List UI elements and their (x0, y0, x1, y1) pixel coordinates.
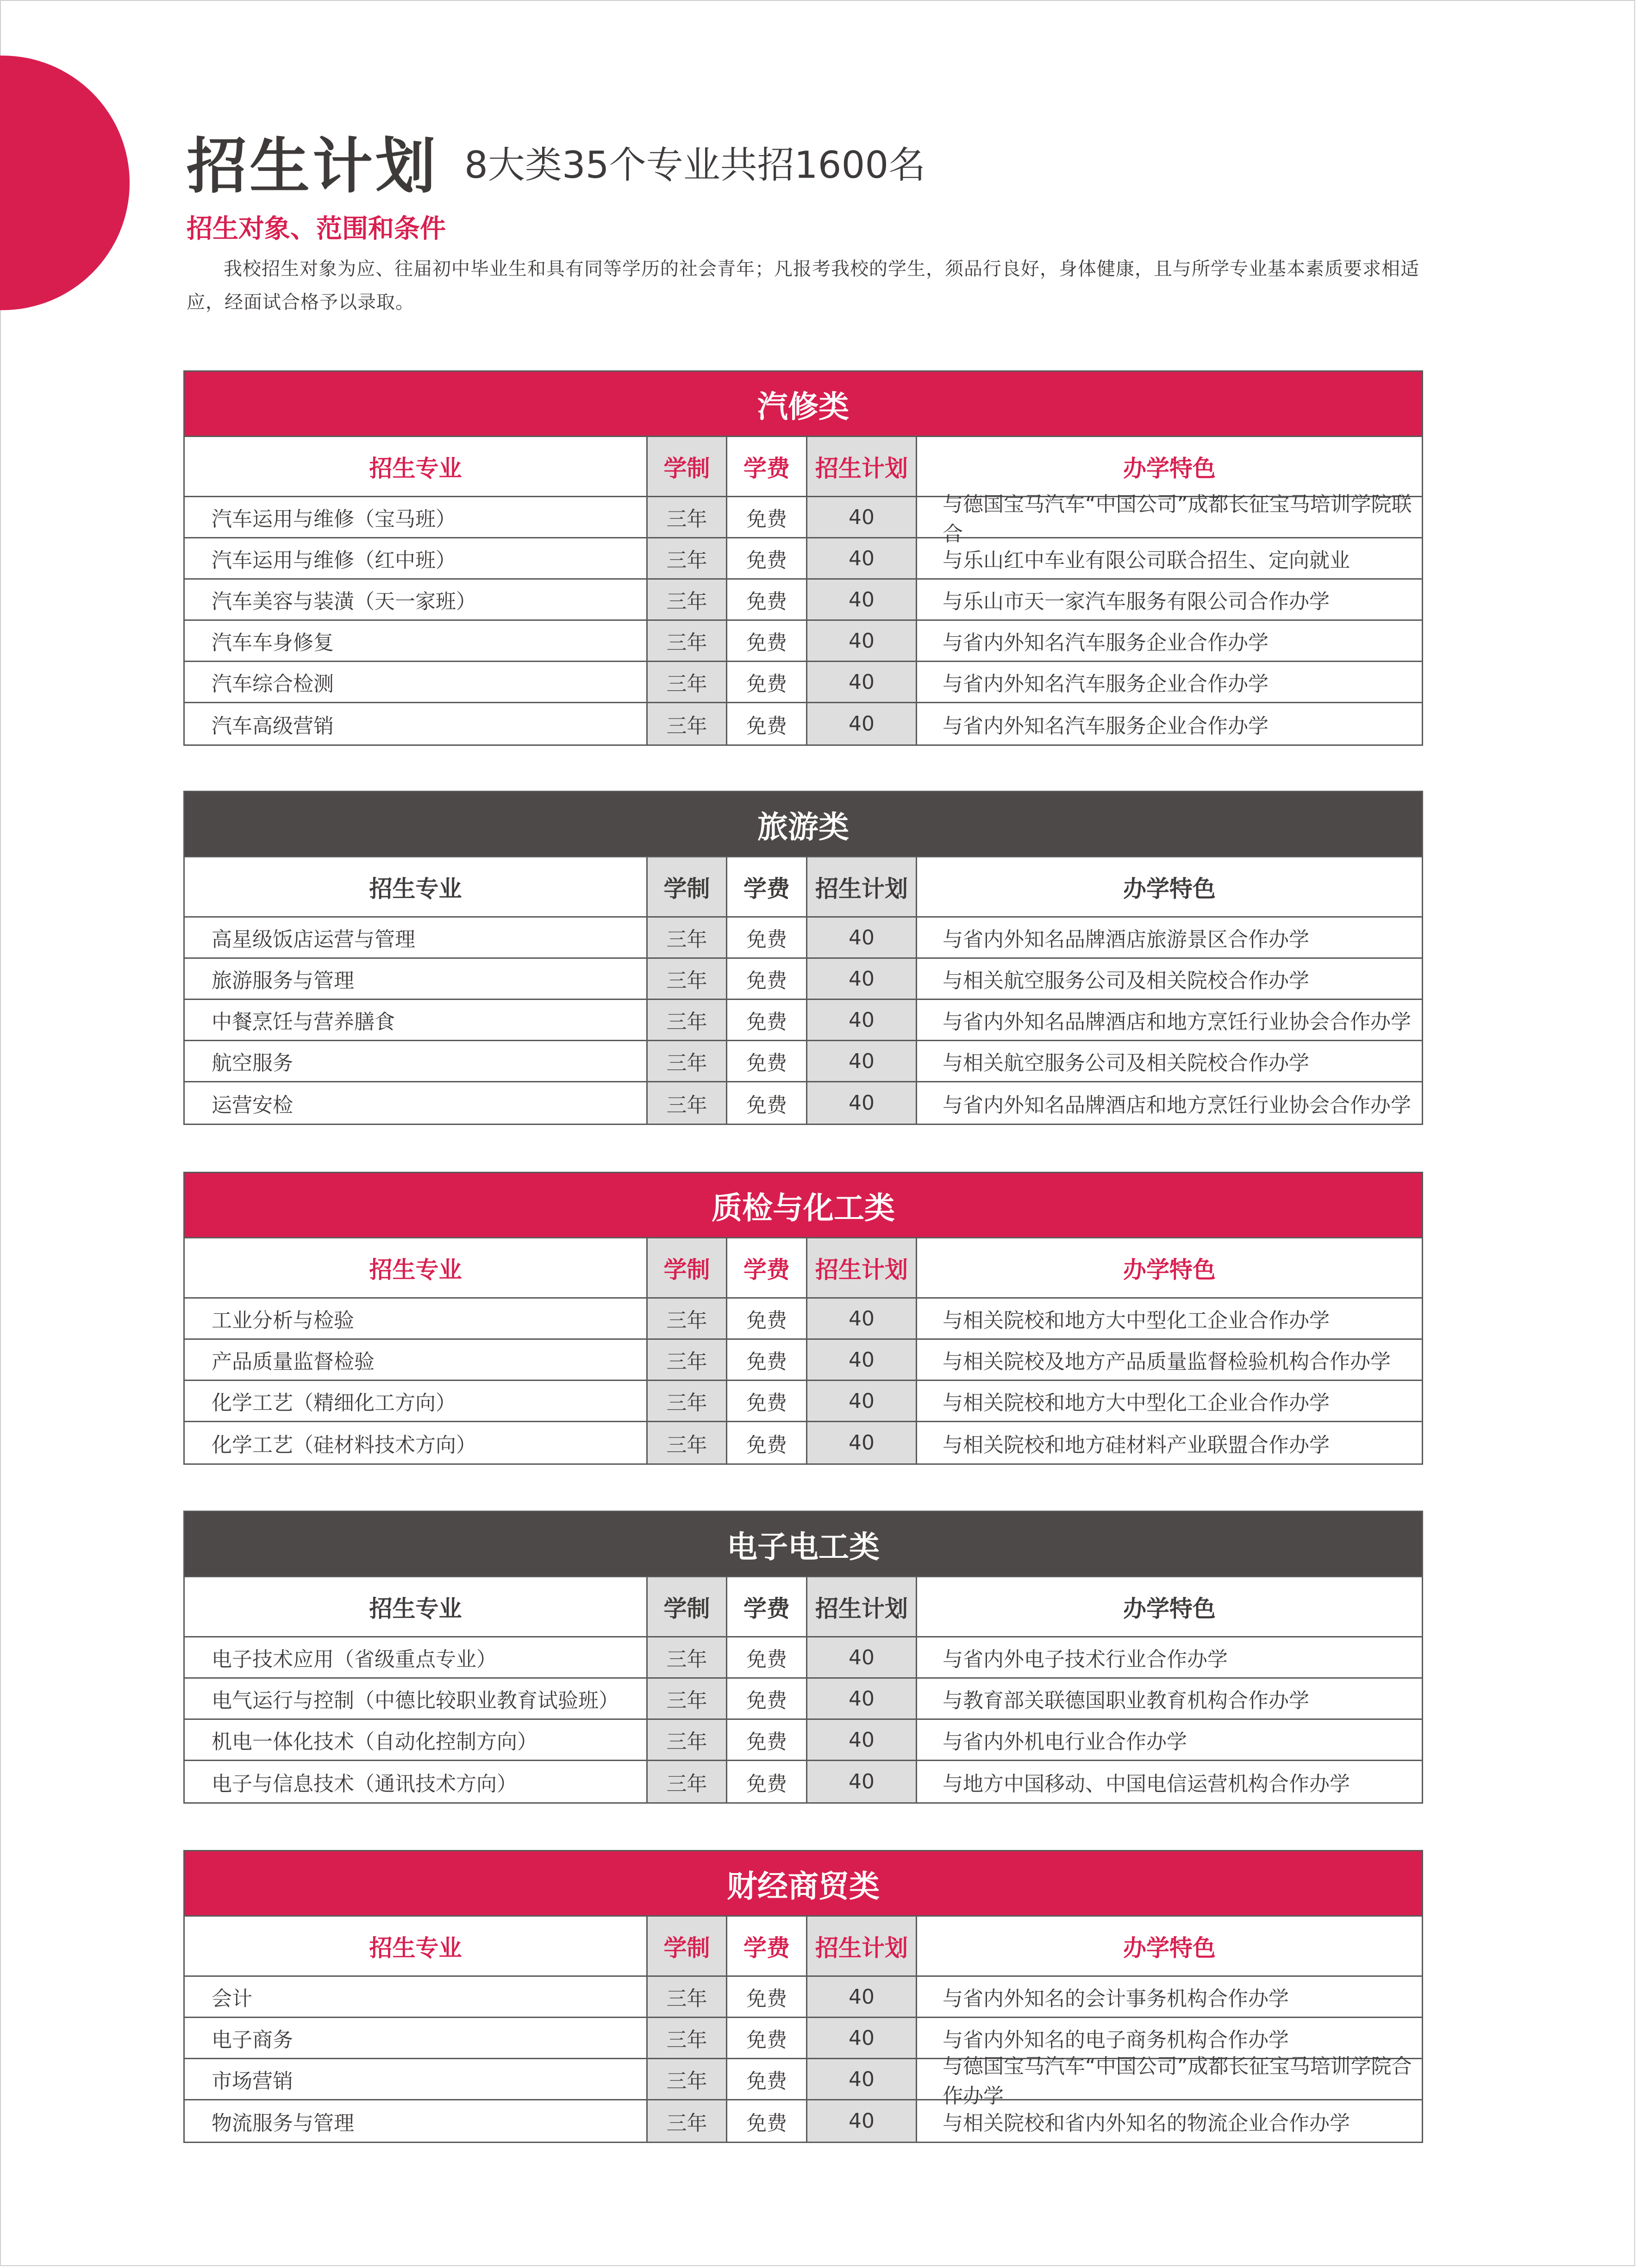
category-table (183, 1850, 1423, 2143)
cell-tuition: 免费 (727, 497, 807, 537)
cell-major: 汽车美容与装潢（天一家班） (185, 580, 648, 619)
cell-feature: 与省内外知名的会计事务机构合作办学 (943, 1987, 1289, 2011)
table-row (185, 1422, 1422, 1463)
cell-feature: 与相关院校及地方产品质量监督检验机构合作办学 (943, 1350, 1391, 1374)
cell-major: 电子技术应用（省级重点专业） (185, 1637, 648, 1677)
category-title: 电子电工类 (185, 1512, 1422, 1577)
column-header-major: 招生专业 (185, 437, 648, 496)
decorative-circle (0, 56, 130, 310)
cell-major: 市场营销 (185, 2059, 648, 2099)
column-header-tuition: 学费 (727, 1577, 807, 1636)
table-row (185, 1000, 1422, 1041)
table-row (185, 1977, 1422, 2018)
cell-tuition: 免费 (727, 621, 807, 661)
table-row (185, 538, 1422, 580)
cell-tuition: 免费 (727, 1340, 807, 1380)
column-header-quota: 招生计划 (807, 437, 917, 496)
cell-major: 电气运行与控制（中德比较职业教育试验班） (185, 1679, 648, 1718)
table-row (185, 1720, 1422, 1761)
column-header-feature: 办学特色 (1123, 455, 1216, 482)
category-title: 汽修类 (185, 372, 1422, 437)
cell-tuition: 免费 (727, 1381, 807, 1421)
table-header-row (185, 1577, 1422, 1637)
cell-tuition: 免费 (727, 959, 807, 999)
cell-duration: 三年 (648, 1381, 727, 1421)
cell-feature: 与德国宝马汽车“中国公司”成都长征宝马培训学院联合 (943, 493, 1412, 546)
column-header-duration: 学制 (648, 857, 727, 916)
cell-feature: 与省内外知名的电子商务机构合作办学 (943, 2028, 1289, 2052)
column-header-tuition: 学费 (727, 857, 807, 916)
table-row (185, 1761, 1422, 1802)
cell-duration: 三年 (648, 497, 727, 537)
cell-quota: 40 (807, 1381, 917, 1421)
cell-feature: 与省内外知名汽车服务企业合作办学 (943, 714, 1268, 738)
column-header-feature: 办学特色 (1123, 1256, 1216, 1283)
cell-tuition: 免费 (727, 2018, 807, 2058)
cell-quota: 40 (807, 1340, 917, 1380)
cell-major: 化学工艺（硅材料技术方向） (185, 1422, 648, 1463)
cell-tuition: 免费 (727, 1977, 807, 2017)
cell-quota: 40 (807, 1000, 917, 1040)
table-row (185, 1299, 1422, 1340)
table-row (185, 1679, 1422, 1720)
cell-quota: 40 (807, 2018, 917, 2058)
cell-feature: 与相关院校和地方大中型化工企业合作办学 (943, 1391, 1330, 1415)
cell-tuition: 免费 (727, 1637, 807, 1677)
cell-quota: 40 (807, 2059, 917, 2099)
cell-major: 化学工艺（精细化工方向） (185, 1381, 648, 1421)
cell-feature: 与省内外知名品牌酒店和地方烹饪行业协会合作办学 (943, 1010, 1411, 1034)
cell-duration: 三年 (648, 2018, 727, 2058)
cell-quota: 40 (807, 1679, 917, 1718)
cell-feature: 与乐山红中车业有限公司联合招生、定向就业 (943, 549, 1350, 572)
table-header-row (185, 1917, 1422, 1977)
cell-quota: 40 (807, 1041, 917, 1081)
section-heading: 招生对象、范围和条件 (187, 214, 446, 244)
cell-quota: 40 (807, 918, 917, 957)
table-row (185, 2055, 1422, 2108)
table-row (185, 1041, 1422, 1082)
cell-major: 会计 (185, 1977, 648, 2017)
table-header-row (185, 857, 1422, 918)
category-table (183, 370, 1423, 746)
cell-tuition: 免费 (727, 580, 807, 619)
column-header-tuition: 学费 (727, 437, 807, 496)
column-header-major: 招生专业 (185, 1917, 648, 1975)
cell-quota: 40 (807, 621, 917, 661)
column-header-tuition: 学费 (727, 1917, 807, 1975)
cell-feature: 与相关院校和地方大中型化工企业合作办学 (943, 1309, 1330, 1332)
cell-quota: 40 (807, 703, 917, 744)
cell-feature: 与教育部关联德国职业教育机构合作办学 (943, 1689, 1309, 1712)
cell-feature: 与相关院校和地方硅材料产业联盟合作办学 (943, 1433, 1330, 1457)
table-row (185, 1340, 1422, 1381)
table-row (185, 1637, 1422, 1679)
cell-major: 汽车运用与维修（红中班） (185, 538, 648, 578)
cell-tuition: 免费 (727, 538, 807, 578)
column-header-quota: 招生计划 (807, 1577, 917, 1636)
cell-tuition: 免费 (727, 662, 807, 702)
cell-duration: 三年 (648, 1340, 727, 1380)
cell-quota: 40 (807, 580, 917, 619)
column-header-feature: 办学特色 (1123, 1934, 1216, 1962)
cell-quota: 40 (807, 497, 917, 537)
intro-paragraph: 我校招生对象为应、往届初中毕业生和具有同等学历的社会青年；凡报考我校的学生，须品行良好，身体健康，且与所学专业基本素质要求相适应，经面试合格予以录取。 (187, 258, 1419, 313)
category-table (183, 1511, 1423, 1804)
table-row (185, 2100, 1422, 2142)
column-header-quota: 招生计划 (807, 857, 917, 916)
cell-duration: 三年 (648, 2100, 727, 2142)
cell-tuition: 免费 (727, 2059, 807, 2099)
cell-major: 电子与信息技术（通讯技术方向） (185, 1761, 648, 1802)
cell-major: 运营安检 (185, 1082, 648, 1124)
cell-duration: 三年 (648, 1422, 727, 1463)
cell-feature: 与地方中国移动、中国电信运营机构合作办学 (943, 1772, 1350, 1796)
cell-feature: 与省内外知名品牌酒店旅游景区合作办学 (943, 928, 1309, 951)
cell-tuition: 免费 (727, 1000, 807, 1040)
cell-duration: 三年 (648, 1041, 727, 1081)
cell-quota: 40 (807, 1637, 917, 1677)
cell-tuition: 免费 (727, 1761, 807, 1802)
cell-tuition: 免费 (727, 1720, 807, 1760)
column-header-major: 招生专业 (185, 1238, 648, 1297)
cell-duration: 三年 (648, 538, 727, 578)
cell-feature: 与乐山市天一家汽车服务有限公司合作办学 (943, 590, 1330, 613)
cell-quota: 40 (807, 1299, 917, 1338)
column-header-tuition: 学费 (727, 1238, 807, 1297)
table-row (185, 918, 1422, 959)
cell-feature: 与省内外知名汽车服务企业合作办学 (943, 631, 1268, 655)
column-header-quota: 招生计划 (807, 1917, 917, 1975)
table-row (185, 580, 1422, 621)
cell-duration: 三年 (648, 1977, 727, 2017)
column-header-duration: 学制 (648, 1238, 727, 1297)
table-row (185, 1082, 1422, 1124)
cell-major: 高星级饭店运营与管理 (185, 918, 648, 957)
cell-tuition: 免费 (727, 1679, 807, 1718)
cell-feature: 与相关航空服务公司及相关院校合作办学 (943, 969, 1309, 993)
cell-tuition: 免费 (727, 703, 807, 744)
cell-duration: 三年 (648, 1000, 727, 1040)
cell-duration: 三年 (648, 621, 727, 661)
cell-duration: 三年 (648, 580, 727, 619)
cell-major: 汽车车身修复 (185, 621, 648, 661)
page-subtitle: 8大类35个专业共招1600名 (464, 144, 926, 187)
cell-major: 电子商务 (185, 2018, 648, 2058)
table-row (185, 662, 1422, 703)
cell-feature: 与相关院校和省内外知名的物流企业合作办学 (943, 2111, 1350, 2135)
category-title: 旅游类 (185, 792, 1422, 857)
cell-major: 航空服务 (185, 1041, 648, 1081)
cell-major: 汽车高级营销 (185, 703, 648, 744)
table-header-row (185, 1238, 1422, 1299)
cell-duration: 三年 (648, 959, 727, 999)
cell-major: 中餐烹饪与营养膳食 (185, 1000, 648, 1040)
cell-quota: 40 (807, 538, 917, 578)
cell-quota: 40 (807, 1422, 917, 1463)
category-table (183, 791, 1423, 1125)
cell-quota: 40 (807, 1720, 917, 1760)
cell-quota: 40 (807, 1761, 917, 1802)
table-row (185, 493, 1422, 546)
category-table (183, 1172, 1423, 1465)
cell-feature: 与省内外知名品牌酒店和地方烹饪行业协会合作办学 (943, 1093, 1411, 1117)
cell-major: 机电一体化技术（自动化控制方向） (185, 1720, 648, 1760)
column-header-major: 招生专业 (185, 857, 648, 916)
cell-quota: 40 (807, 662, 917, 702)
cell-tuition: 免费 (727, 2100, 807, 2142)
column-header-feature: 办学特色 (1123, 875, 1216, 902)
cell-duration: 三年 (648, 1637, 727, 1677)
cell-quota: 40 (807, 1082, 917, 1124)
cell-feature: 与省内外电子技术行业合作办学 (943, 1648, 1228, 1671)
cell-major: 汽车运用与维修（宝马班） (185, 497, 648, 537)
category-title: 质检与化工类 (185, 1173, 1422, 1238)
cell-feature: 与省内外机电行业合作办学 (943, 1730, 1187, 1754)
cell-quota: 40 (807, 1977, 917, 2017)
category-title: 财经商贸类 (185, 1851, 1422, 1917)
column-header-duration: 学制 (648, 1577, 727, 1636)
cell-tuition: 免费 (727, 918, 807, 957)
cell-major: 工业分析与检验 (185, 1299, 648, 1338)
cell-duration: 三年 (648, 918, 727, 957)
cell-tuition: 免费 (727, 1299, 807, 1338)
cell-major: 产品质量监督检验 (185, 1340, 648, 1380)
cell-major: 汽车综合检测 (185, 662, 648, 702)
table-row (185, 1381, 1422, 1422)
cell-feature: 与省内外知名汽车服务企业合作办学 (943, 672, 1268, 696)
cell-duration: 三年 (648, 1761, 727, 1802)
cell-tuition: 免费 (727, 1041, 807, 1081)
table-row (185, 621, 1422, 662)
column-header-major: 招生专业 (185, 1577, 648, 1636)
page-title: 招生计划 (187, 131, 439, 201)
cell-quota: 40 (807, 2100, 917, 2142)
cell-major: 旅游服务与管理 (185, 959, 648, 999)
column-header-duration: 学制 (648, 437, 727, 496)
cell-duration: 三年 (648, 662, 727, 702)
cell-duration: 三年 (648, 703, 727, 744)
cell-tuition: 免费 (727, 1082, 807, 1124)
cell-feature: 与相关航空服务公司及相关院校合作办学 (943, 1051, 1309, 1075)
cell-duration: 三年 (648, 2059, 727, 2099)
cell-feature: 与德国宝马汽车“中国公司”成都长征宝马培训学院合作办学 (943, 2055, 1412, 2108)
cell-major: 物流服务与管理 (185, 2100, 648, 2142)
column-header-quota: 招生计划 (807, 1238, 917, 1297)
table-row (185, 959, 1422, 1000)
column-header-duration: 学制 (648, 1917, 727, 1975)
table-row (185, 703, 1422, 744)
cell-quota: 40 (807, 959, 917, 999)
cell-duration: 三年 (648, 1679, 727, 1718)
column-header-feature: 办学特色 (1123, 1595, 1216, 1622)
cell-tuition: 免费 (727, 1422, 807, 1463)
cell-duration: 三年 (648, 1082, 727, 1124)
cell-duration: 三年 (648, 1299, 727, 1338)
cell-duration: 三年 (648, 1720, 727, 1760)
